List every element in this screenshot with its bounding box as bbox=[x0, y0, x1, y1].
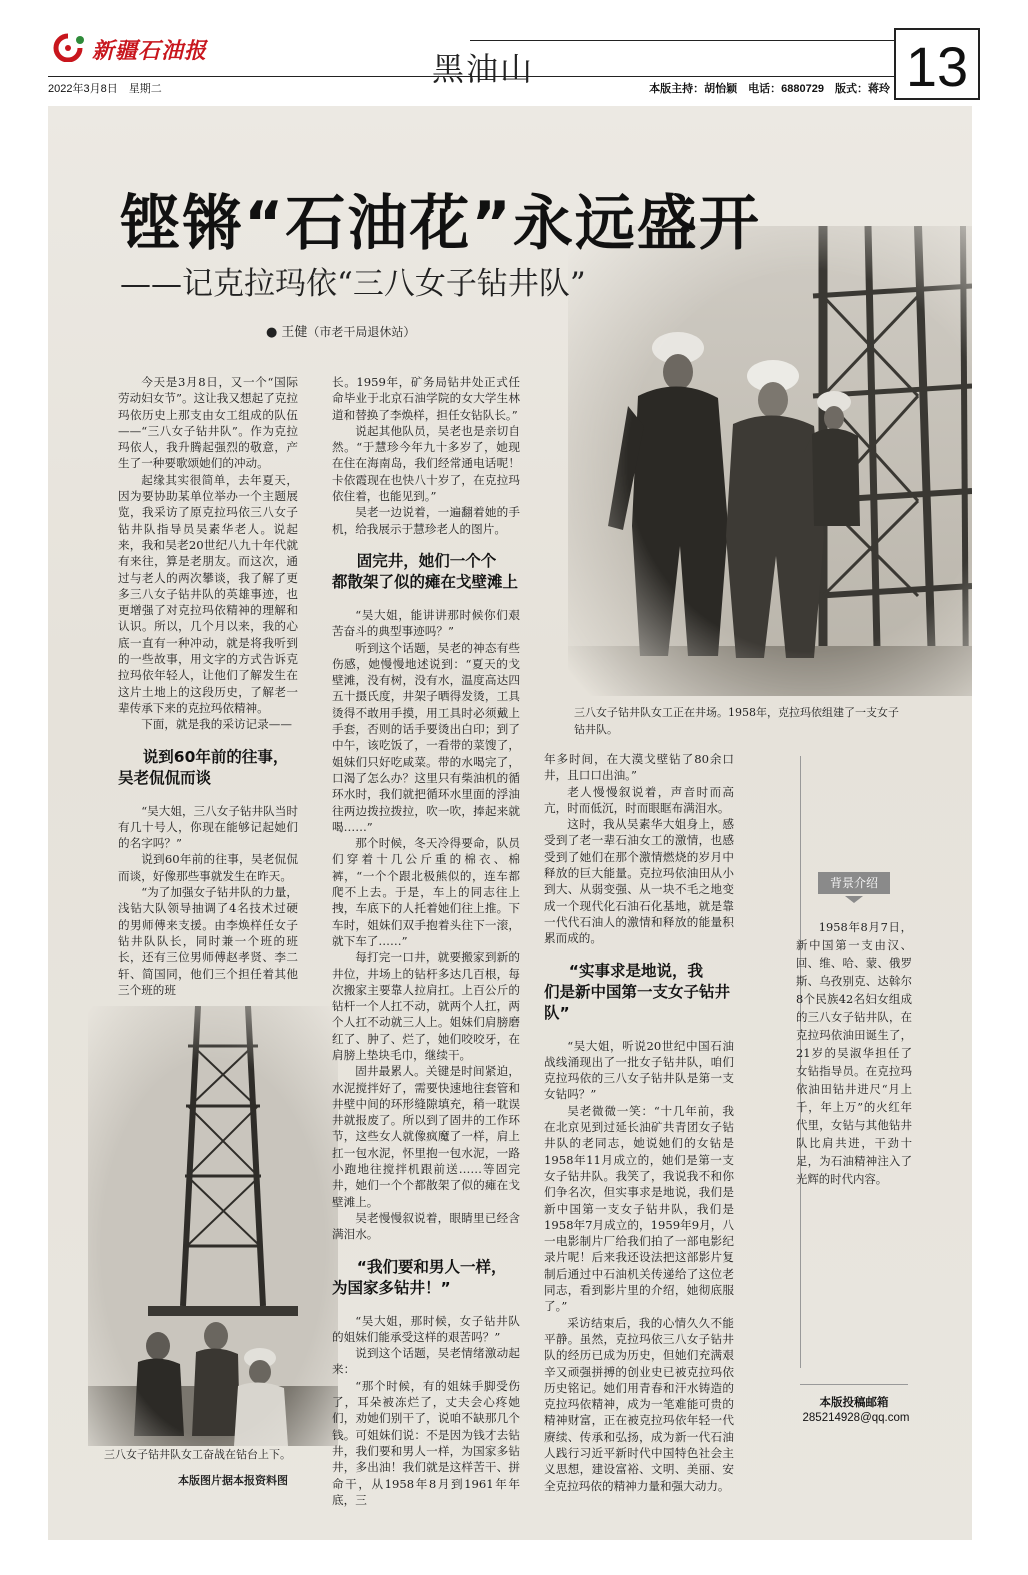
subtitle-line: 吴老侃侃而谈 bbox=[118, 768, 212, 787]
paragraph: 老人慢慢叙说着，声音时而高亢，时而低沉，时而眼眶布满泪水。 bbox=[544, 784, 734, 815]
paragraph: “吴大姐，能讲讲那时候你们艰苦奋斗的典型事迹吗？” bbox=[332, 607, 520, 639]
paragraph: “吴大姐，那时候，女子钻井队的姐妹们能承受这样的艰苦吗？” bbox=[332, 1313, 520, 1344]
photo-women-on-drilling-floor bbox=[88, 1006, 338, 1446]
author-name: 王健 bbox=[281, 325, 308, 340]
author-affiliation: （市老干局退休站） bbox=[307, 325, 416, 339]
newspaper-logo-icon bbox=[50, 32, 86, 62]
paragraph: 固井最累人。关键是时间紧迫，水泥搅拌好了，需要快速地往套管和井壁中间的环形缝隙填充，稍一耽误井就报废了。所以到了固井的工作环节，这些女人就像疯魔了一样，肩上扛一包水泥，怀里抱一包水泥，一路小跑地往搅拌机跟前送……等固完井，她们一个个都散架了似的瘫在戈壁滩上。 bbox=[332, 1064, 520, 1209]
article-headline: 铿锵“石油花”永远盛开 bbox=[120, 189, 761, 259]
subtitle-line: “我们要和男人一样， bbox=[356, 1257, 507, 1276]
paragraph: 采访结束后，我的心情久久不能平静。虽然，克拉玛依三八女子钻井队的经历已成为历史，但她们充满艰辛又顽强拼搏的创业史已被克拉玛依历史铭记。她们用青春和汗水铸造的克拉玛依精神，成为一笔难能可贵的精神财富，正在被克拉玛依年轻一代赓续、传承和弘扬，成为新一代石油人践行习近平新时代中国特色社会主义思想，建设富裕、文明、美丽、安全克拉玛依的精神力量和强大动力。 bbox=[544, 1315, 734, 1493]
paragraph: 说到这个话题，吴老情绪激动起来： bbox=[332, 1346, 520, 1377]
paragraph: 下面，就是我的采访记录—— bbox=[141, 717, 292, 732]
background-text: 1958年8月7日，新中国第一支由汉、回、维、哈、蒙、俄罗斯、乌孜别克、达斡尔8个民族42名妇女组成的三八女子钻井队，在克拉玛依油田诞生了，21岁的吴淑华担任了女钻指导员。在克拉玛依油田钻井进尺“月上千，年上万”的火红年代里，女钻与其他钻井队比肩共进，干劲十足，为石油精神注入了光辉的时代内容。 bbox=[796, 920, 912, 1186]
paragraph: “那个时候，有的姐妹手脚受伤了，耳朵被冻烂了，丈夫会心疼她们，劝她们别干了，说咱不缺那几个钱。可姐妹们说：不是因为钱才去钻井，我们要和男人一样，为国家多钻井，多出油！我们就是这样苦干、拼命干，从1958年8月到1961年年底，三 bbox=[332, 1378, 520, 1507]
section-subtitle bbox=[332, 1257, 520, 1299]
paragraph: “为了加强女子钻井队的力量，浅钻大队领导抽调了4名技术过硬的男师傅来支援。由李焕样任女子钻井队队长，同时兼一个班的班长，还有三位男师傅赵孝贤、李二轩、简国同，他们三个担任着其他三个班的班 bbox=[118, 885, 298, 997]
newspaper-name: 新疆石油报 bbox=[92, 38, 208, 64]
paragraph: “吴大姐，听说20世纪中国石油战线涌现出了一批女子钻井队，咱们克拉玛依的三八女子钻井队是第一支女钻吗？” bbox=[544, 1038, 734, 1102]
paragraph: 说起其他队员，吴老也是亲切自然。“于慧珍今年九十多岁了，她现在住在海南岛，我们经常通电话呢！卡依霞现在也快八十岁了，在克拉玛依住着，也能见到。” bbox=[332, 423, 520, 504]
paragraph: 今天是3月8日，又一个“国际劳动妇女节”。这让我又想起了克拉玛依历史上那支由女工组成的队伍——“三八女子钻井队”。作为克拉玛依人，我升腾起强烈的敬意，产生了一种要歌颂她们的冲动。 bbox=[118, 375, 298, 471]
paragraph: 说到60年前的往事，吴老侃侃而谈，好像那些事就发生在昨天。 bbox=[118, 852, 298, 883]
paragraph: 每打完一口井，就要搬家到新的井位，井场上的钻杆多达几百根，每次搬家主要靠人拉肩扛。上百公斤的钻杆一个人扛不动，就两个人扛，两个人扛不动就三人上。姐妹们肩膀磨红了、肿了、烂了，她们咬咬牙，在肩膀上垫块毛巾，继续干。 bbox=[332, 950, 520, 1062]
section-subtitle bbox=[118, 747, 298, 789]
article-column-2 bbox=[332, 374, 520, 1508]
section-title: 黑油山 bbox=[432, 50, 535, 88]
background-tag: 背景介绍 bbox=[818, 872, 890, 894]
photo-credit: 本版图片据本报资料图 bbox=[178, 1475, 288, 1487]
page-number: 13 bbox=[905, 35, 969, 98]
paragraph: 吴老一边说着，一遍翻着她的手机，给我展示于慧珍老人的图片。 bbox=[332, 505, 520, 536]
submission-email: 285214928@qq.com bbox=[802, 1412, 910, 1424]
subtitle-line: “实事求是地说，我 bbox=[568, 961, 703, 980]
photo-caption-top: 三八女子钻井队女工正在井场。1958年，克拉玛依组建了一支女子钻井队。 bbox=[574, 706, 899, 736]
subtitle-line: 都散架了似的瘫在戈壁滩上 bbox=[332, 572, 519, 591]
section-subtitle bbox=[332, 551, 520, 593]
paragraph: 年多时间，在大漠戈壁钻了80余口井，且口口出油。” bbox=[544, 752, 734, 783]
paragraph: 起缘其实很简单，去年夏天，因为要协助某单位举办一个主题展览，我采访了原克拉玛依三八女子钻井队指导员吴素华老人。说起来，我和吴老20世纪八九十年代就有来往，算是老朋友。而这次，通过与老人的两次攀谈，我了解了更多三八女子钻井队的英雄事迹，也更增强了对克拉玛依精神的理解和认识。所以，几个月以来，我的心底一直有一种冲动，就是将我听到的一些故事，用文字的方式告诉克拉玛依年轻人，让他们了解发生在这片土地上的这段历史，了解老一辈传承下来的克拉玛依精神。 bbox=[118, 472, 298, 715]
paragraph: “吴大姐，三八女子钻井队当时有几十号人，你现在能够记起她们的名字吗？” bbox=[118, 803, 298, 851]
paragraph: 那个时候，冬天冷得要命，队员们穿着十几公斤重的棉衣、棉裤，“一个个跟北极熊似的，连车都爬不上去。于是，车上的同志往上拽，车底下的人托着她们往上推。下车时，姐妹们双手抱着头往下一滚，就下车了……” bbox=[332, 836, 520, 948]
article-column-3 bbox=[544, 751, 734, 1494]
article-panel bbox=[48, 106, 972, 1540]
header-divider bbox=[48, 76, 894, 77]
header-divider-top bbox=[470, 40, 894, 41]
paragraph: 这时，我从吴素华大姐身上，感受到了老一辈石油女工的激情，也感受到了她们在那个激情燃烧的岁月中释放的巨大能量。克拉玛依油田从小到大、从弱变强、从一块不毛之地变成一个现代化石油石化基地，就是靠一代代石油人的激情和释放的能量积累而成的。 bbox=[544, 817, 734, 946]
subtitle-line: 们是新中国第一支女子钻井队” bbox=[544, 982, 731, 1022]
paragraph: 听到这个话题，吴老的神态有些伤感，她慢慢地述说到：“夏天的戈壁滩，没有树，没有水，温度高达四五十摄氏度，井架子晒得发烫，工具烫得不敢用手摸，用工具时必须戴上手套，否则的话手要烫出白印；到了中午，该吃饭了，一看带的菜馊了，姐妹们只好吃咸菜。带的水喝完了，口渴了怎么办？这里只有柴油机的循环水时，我们就把循环水里面的浮油往两边拨拉拨拉，吹一吹，捧起来就喝……” bbox=[332, 640, 520, 834]
mailbox-divider bbox=[800, 1384, 908, 1385]
issue-date: 2022年3月8日 星期二 bbox=[48, 83, 162, 95]
page-number-box bbox=[894, 28, 980, 100]
subtitle-line: 为国家多钻井！” bbox=[332, 1278, 451, 1297]
submission-mailbox-label: 本版投稿邮箱 bbox=[819, 1397, 889, 1409]
article-subheadline: ——记克拉玛依“三八女子钻井队” bbox=[120, 266, 586, 302]
photo-caption-bottom: 三八女子钻井队女工奋战在钻台上下。 bbox=[104, 1448, 291, 1461]
editor-info: 本版主持：胡怡颖 电话：6880729 版式：蒋玲 bbox=[649, 83, 890, 95]
subtitle-line: 固完井，她们一个个 bbox=[356, 551, 497, 570]
chevron-down-icon bbox=[845, 896, 863, 903]
masthead bbox=[50, 28, 250, 68]
paragraph: 长。1959年，矿务局钻井处正式任命毕业于北京石油学院的女大学生林道和替换了李焕样，担任女钻队长。” bbox=[332, 375, 520, 422]
article-column-1 bbox=[118, 374, 298, 998]
byline-marker: ● bbox=[266, 325, 278, 340]
byline bbox=[266, 321, 415, 340]
photo-women-at-well-site bbox=[568, 226, 972, 696]
section-subtitle bbox=[544, 961, 734, 1024]
paragraph: 吴老微微一笑：“十几年前，我在北京见到过延长油矿共青团女子钻井队的老同志，她说她们的女钻是1958年11月成立的，她们是第一支女子钻井队。我笑了，我说我不和你们争名次，但实事求是地说，我们是新中国第一支女子钻井队，我们是1958年7月成立的，1959年9月，八一电影制片厂给我们拍了一部电影纪录片呢！后来我还设法把这部影片复制后通过中石油机关传递给了这位老同志，看到影片里的介绍，她彻底服了。” bbox=[544, 1103, 734, 1314]
paragraph: 吴老慢慢叙说着，眼睛里已经含满泪水。 bbox=[332, 1210, 520, 1242]
subtitle-line: 说到60年前的往事， bbox=[142, 747, 289, 766]
